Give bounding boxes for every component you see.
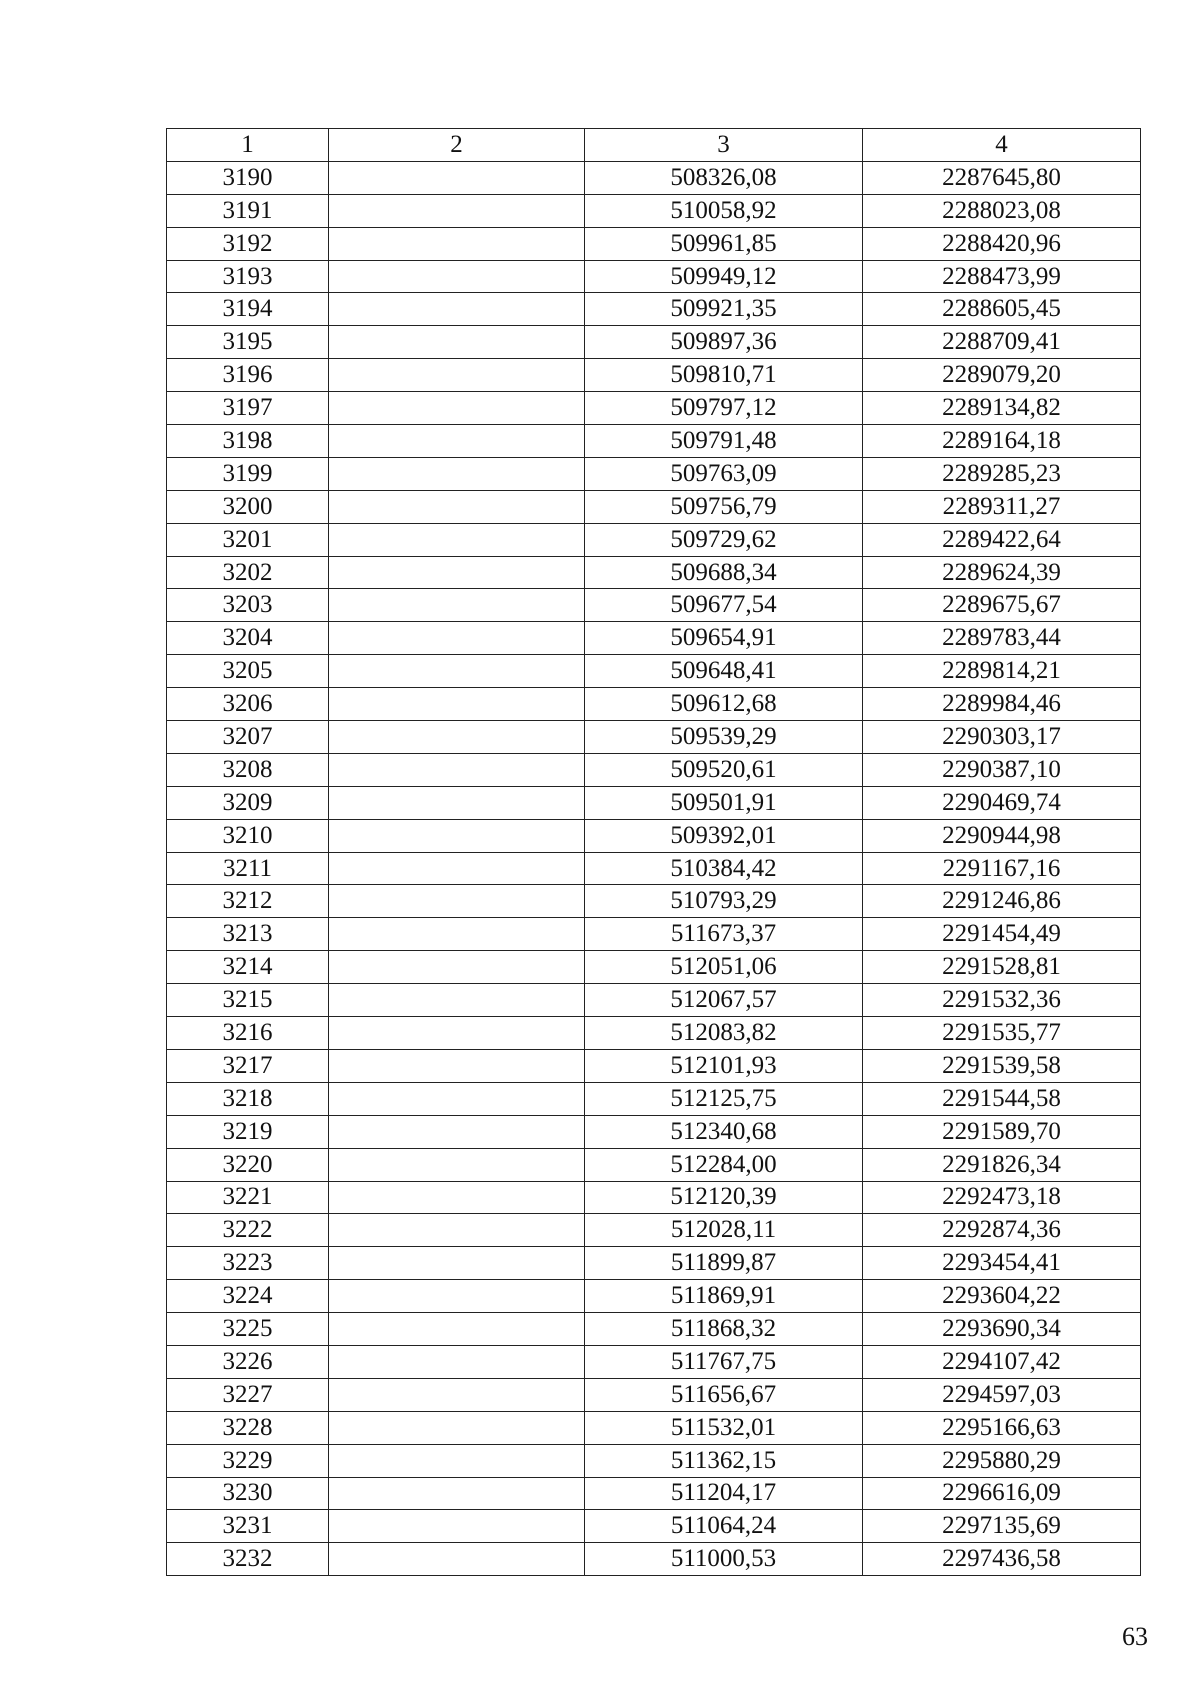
coordinate-y-cell: 2293690,34 — [863, 1313, 1141, 1346]
coordinate-y-cell: 2288709,41 — [863, 326, 1141, 359]
table-row — [167, 688, 1141, 721]
description-cell — [329, 227, 585, 260]
coordinate-y-cell: 2295166,63 — [863, 1411, 1141, 1444]
column-header-4: 4 — [863, 129, 1141, 162]
coordinate-x-cell: 511656,67 — [585, 1378, 863, 1411]
point-number-cell: 3205 — [167, 655, 329, 688]
coordinate-y-cell: 2290387,10 — [863, 753, 1141, 786]
coordinate-y-cell: 2291589,70 — [863, 1115, 1141, 1148]
point-number-cell: 3228 — [167, 1411, 329, 1444]
coordinate-x-cell: 509897,36 — [585, 326, 863, 359]
coordinate-x-cell: 509729,62 — [585, 523, 863, 556]
coordinate-x-cell: 509539,29 — [585, 721, 863, 754]
description-cell — [329, 1247, 585, 1280]
point-number-cell: 3227 — [167, 1378, 329, 1411]
point-number-cell: 3207 — [167, 721, 329, 754]
coordinate-y-cell: 2293604,22 — [863, 1280, 1141, 1313]
coordinate-x-cell: 511064,24 — [585, 1510, 863, 1543]
point-number-cell: 3224 — [167, 1280, 329, 1313]
table-row — [167, 1280, 1141, 1313]
coordinate-x-cell: 509756,79 — [585, 490, 863, 523]
table-row — [167, 490, 1141, 523]
point-number-cell: 3215 — [167, 984, 329, 1017]
coordinate-x-cell: 511868,32 — [585, 1313, 863, 1346]
coordinate-x-cell: 510058,92 — [585, 194, 863, 227]
table-row — [167, 161, 1141, 194]
table-row — [167, 227, 1141, 260]
coordinate-x-cell: 512120,39 — [585, 1181, 863, 1214]
description-cell — [329, 885, 585, 918]
coordinate-y-cell: 2289624,39 — [863, 556, 1141, 589]
coordinate-x-cell: 512125,75 — [585, 1082, 863, 1115]
coordinate-y-cell: 2297436,58 — [863, 1543, 1141, 1576]
point-number-cell: 3210 — [167, 819, 329, 852]
description-cell — [329, 260, 585, 293]
table-row — [167, 786, 1141, 819]
description-cell — [329, 523, 585, 556]
table-row — [167, 852, 1141, 885]
point-number-cell: 3208 — [167, 753, 329, 786]
table-row — [167, 1543, 1141, 1576]
coordinate-y-cell: 2289984,46 — [863, 688, 1141, 721]
coordinate-y-cell: 2291535,77 — [863, 1017, 1141, 1050]
point-number-cell: 3222 — [167, 1214, 329, 1247]
coordinate-x-cell: 510384,42 — [585, 852, 863, 885]
point-number-cell: 3218 — [167, 1082, 329, 1115]
point-number-cell: 3232 — [167, 1543, 329, 1576]
description-cell — [329, 1378, 585, 1411]
coordinate-y-cell: 2294597,03 — [863, 1378, 1141, 1411]
table-row — [167, 392, 1141, 425]
coordinate-x-cell: 512067,57 — [585, 984, 863, 1017]
coordinate-y-cell: 2292473,18 — [863, 1181, 1141, 1214]
point-number-cell: 3219 — [167, 1115, 329, 1148]
description-cell — [329, 622, 585, 655]
coordinate-y-cell: 2294107,42 — [863, 1345, 1141, 1378]
coordinate-x-cell: 509797,12 — [585, 392, 863, 425]
coordinate-x-cell: 509810,71 — [585, 359, 863, 392]
description-cell — [329, 326, 585, 359]
description-cell — [329, 819, 585, 852]
table-row — [167, 819, 1141, 852]
coordinate-x-cell: 512028,11 — [585, 1214, 863, 1247]
description-cell — [329, 1411, 585, 1444]
table-row — [167, 589, 1141, 622]
coordinate-y-cell: 2289311,27 — [863, 490, 1141, 523]
table-row — [167, 457, 1141, 490]
description-cell — [329, 753, 585, 786]
description-cell — [329, 457, 585, 490]
column-header-2: 2 — [329, 129, 585, 162]
point-number-cell: 3191 — [167, 194, 329, 227]
coordinates-table — [166, 128, 1141, 1576]
point-number-cell: 3197 — [167, 392, 329, 425]
table-row — [167, 1444, 1141, 1477]
table-row — [167, 326, 1141, 359]
point-number-cell: 3202 — [167, 556, 329, 589]
coordinate-y-cell: 2291528,81 — [863, 951, 1141, 984]
description-cell — [329, 1477, 585, 1510]
coordinate-x-cell: 511899,87 — [585, 1247, 863, 1280]
coordinate-x-cell: 510793,29 — [585, 885, 863, 918]
description-cell — [329, 392, 585, 425]
coordinate-x-cell: 509763,09 — [585, 457, 863, 490]
description-cell — [329, 1049, 585, 1082]
coordinate-x-cell: 509501,91 — [585, 786, 863, 819]
table-row — [167, 1181, 1141, 1214]
coordinate-y-cell: 2288023,08 — [863, 194, 1141, 227]
table-body — [167, 161, 1141, 1575]
coordinate-x-cell: 512340,68 — [585, 1115, 863, 1148]
table-row — [167, 1411, 1141, 1444]
point-number-cell: 3193 — [167, 260, 329, 293]
point-number-cell: 3201 — [167, 523, 329, 556]
point-number-cell: 3214 — [167, 951, 329, 984]
coordinate-x-cell: 509677,54 — [585, 589, 863, 622]
table-row — [167, 721, 1141, 754]
column-header-1: 1 — [167, 129, 329, 162]
point-number-cell: 3229 — [167, 1444, 329, 1477]
description-cell — [329, 984, 585, 1017]
coordinate-y-cell: 2295880,29 — [863, 1444, 1141, 1477]
table-row — [167, 951, 1141, 984]
column-header-3: 3 — [585, 129, 863, 162]
description-cell — [329, 1082, 585, 1115]
description-cell — [329, 556, 585, 589]
table-row — [167, 984, 1141, 1017]
coordinate-y-cell: 2289814,21 — [863, 655, 1141, 688]
description-cell — [329, 1444, 585, 1477]
coordinate-y-cell: 2291826,34 — [863, 1148, 1141, 1181]
coordinate-y-cell: 2289675,67 — [863, 589, 1141, 622]
point-number-cell: 3213 — [167, 918, 329, 951]
table-row — [167, 1247, 1141, 1280]
coordinate-x-cell: 511204,17 — [585, 1477, 863, 1510]
point-number-cell: 3226 — [167, 1345, 329, 1378]
description-cell — [329, 1345, 585, 1378]
table-row — [167, 753, 1141, 786]
table-row — [167, 523, 1141, 556]
table-row — [167, 425, 1141, 458]
description-cell — [329, 161, 585, 194]
coordinate-x-cell: 509949,12 — [585, 260, 863, 293]
point-number-cell: 3198 — [167, 425, 329, 458]
point-number-cell: 3194 — [167, 293, 329, 326]
point-number-cell: 3221 — [167, 1181, 329, 1214]
description-cell — [329, 1181, 585, 1214]
point-number-cell: 3199 — [167, 457, 329, 490]
description-cell — [329, 1543, 585, 1576]
coordinate-x-cell: 509648,41 — [585, 655, 863, 688]
table-row — [167, 1313, 1141, 1346]
coordinate-x-cell: 511869,91 — [585, 1280, 863, 1313]
coordinate-x-cell: 508326,08 — [585, 161, 863, 194]
description-cell — [329, 951, 585, 984]
page-number: 63 — [1122, 1622, 1148, 1651]
description-cell — [329, 490, 585, 523]
point-number-cell: 3216 — [167, 1017, 329, 1050]
table-row — [167, 1082, 1141, 1115]
description-cell — [329, 786, 585, 819]
coordinate-y-cell: 2291167,16 — [863, 852, 1141, 885]
coordinate-x-cell: 511673,37 — [585, 918, 863, 951]
description-cell — [329, 655, 585, 688]
table-row — [167, 1510, 1141, 1543]
table-row — [167, 1214, 1141, 1247]
point-number-cell: 3223 — [167, 1247, 329, 1280]
coordinate-x-cell: 509612,68 — [585, 688, 863, 721]
description-cell — [329, 1510, 585, 1543]
table-row — [167, 1477, 1141, 1510]
description-cell — [329, 1214, 585, 1247]
point-number-cell: 3225 — [167, 1313, 329, 1346]
point-number-cell: 3206 — [167, 688, 329, 721]
point-number-cell: 3220 — [167, 1148, 329, 1181]
coordinate-y-cell: 2291544,58 — [863, 1082, 1141, 1115]
table-row — [167, 655, 1141, 688]
point-number-cell: 3231 — [167, 1510, 329, 1543]
coordinate-y-cell: 2290469,74 — [863, 786, 1141, 819]
coordinate-y-cell: 2288420,96 — [863, 227, 1141, 260]
table-row — [167, 1049, 1141, 1082]
coordinate-y-cell: 2290944,98 — [863, 819, 1141, 852]
point-number-cell: 3203 — [167, 589, 329, 622]
coordinate-y-cell: 2292874,36 — [863, 1214, 1141, 1247]
point-number-cell: 3217 — [167, 1049, 329, 1082]
point-number-cell: 3204 — [167, 622, 329, 655]
description-cell — [329, 721, 585, 754]
table-row — [167, 260, 1141, 293]
table-row — [167, 194, 1141, 227]
point-number-cell: 3196 — [167, 359, 329, 392]
description-cell — [329, 1115, 585, 1148]
table-row — [167, 1115, 1141, 1148]
coordinate-y-cell: 2293454,41 — [863, 1247, 1141, 1280]
coordinate-y-cell: 2289164,18 — [863, 425, 1141, 458]
point-number-cell: 3192 — [167, 227, 329, 260]
point-number-cell: 3200 — [167, 490, 329, 523]
table-row — [167, 1148, 1141, 1181]
coordinate-x-cell: 512083,82 — [585, 1017, 863, 1050]
table-row — [167, 359, 1141, 392]
coordinate-y-cell: 2297135,69 — [863, 1510, 1141, 1543]
coordinate-x-cell: 511532,01 — [585, 1411, 863, 1444]
coordinate-y-cell: 2290303,17 — [863, 721, 1141, 754]
description-cell — [329, 852, 585, 885]
coordinate-y-cell: 2291454,49 — [863, 918, 1141, 951]
coordinate-y-cell: 2289422,64 — [863, 523, 1141, 556]
coordinate-y-cell: 2289079,20 — [863, 359, 1141, 392]
coordinate-x-cell: 512051,06 — [585, 951, 863, 984]
point-number-cell: 3195 — [167, 326, 329, 359]
coordinate-y-cell: 2289285,23 — [863, 457, 1141, 490]
coordinate-y-cell: 2296616,09 — [863, 1477, 1141, 1510]
coordinate-x-cell: 511767,75 — [585, 1345, 863, 1378]
point-number-cell: 3211 — [167, 852, 329, 885]
coordinate-x-cell: 509520,61 — [585, 753, 863, 786]
table-row — [167, 1345, 1141, 1378]
description-cell — [329, 918, 585, 951]
table-row — [167, 918, 1141, 951]
coordinate-x-cell: 509791,48 — [585, 425, 863, 458]
description-cell — [329, 1148, 585, 1181]
coordinate-y-cell: 2288473,99 — [863, 260, 1141, 293]
description-cell — [329, 425, 585, 458]
point-number-cell: 3230 — [167, 1477, 329, 1510]
table-row — [167, 293, 1141, 326]
table-row — [167, 622, 1141, 655]
coordinate-x-cell: 512101,93 — [585, 1049, 863, 1082]
description-cell — [329, 589, 585, 622]
coordinate-x-cell: 511362,15 — [585, 1444, 863, 1477]
coordinate-x-cell: 509921,35 — [585, 293, 863, 326]
coordinate-x-cell: 509961,85 — [585, 227, 863, 260]
point-number-cell: 3212 — [167, 885, 329, 918]
coordinate-y-cell: 2289783,44 — [863, 622, 1141, 655]
coordinate-x-cell: 509654,91 — [585, 622, 863, 655]
coordinate-y-cell: 2289134,82 — [863, 392, 1141, 425]
coordinate-y-cell: 2291246,86 — [863, 885, 1141, 918]
description-cell — [329, 194, 585, 227]
header-row — [167, 129, 1141, 162]
coordinate-y-cell: 2291539,58 — [863, 1049, 1141, 1082]
table-row — [167, 556, 1141, 589]
coordinate-x-cell: 512284,00 — [585, 1148, 863, 1181]
point-number-cell: 3209 — [167, 786, 329, 819]
description-cell — [329, 1280, 585, 1313]
description-cell — [329, 359, 585, 392]
description-cell — [329, 1017, 585, 1050]
coordinate-x-cell: 509392,01 — [585, 819, 863, 852]
description-cell — [329, 688, 585, 721]
coordinate-y-cell: 2291532,36 — [863, 984, 1141, 1017]
coordinate-y-cell: 2288605,45 — [863, 293, 1141, 326]
coordinate-x-cell: 509688,34 — [585, 556, 863, 589]
description-cell — [329, 1313, 585, 1346]
coordinate-y-cell: 2287645,80 — [863, 161, 1141, 194]
table-row — [167, 885, 1141, 918]
table-row — [167, 1017, 1141, 1050]
table-row — [167, 1378, 1141, 1411]
point-number-cell: 3190 — [167, 161, 329, 194]
coordinate-x-cell: 511000,53 — [585, 1543, 863, 1576]
description-cell — [329, 293, 585, 326]
